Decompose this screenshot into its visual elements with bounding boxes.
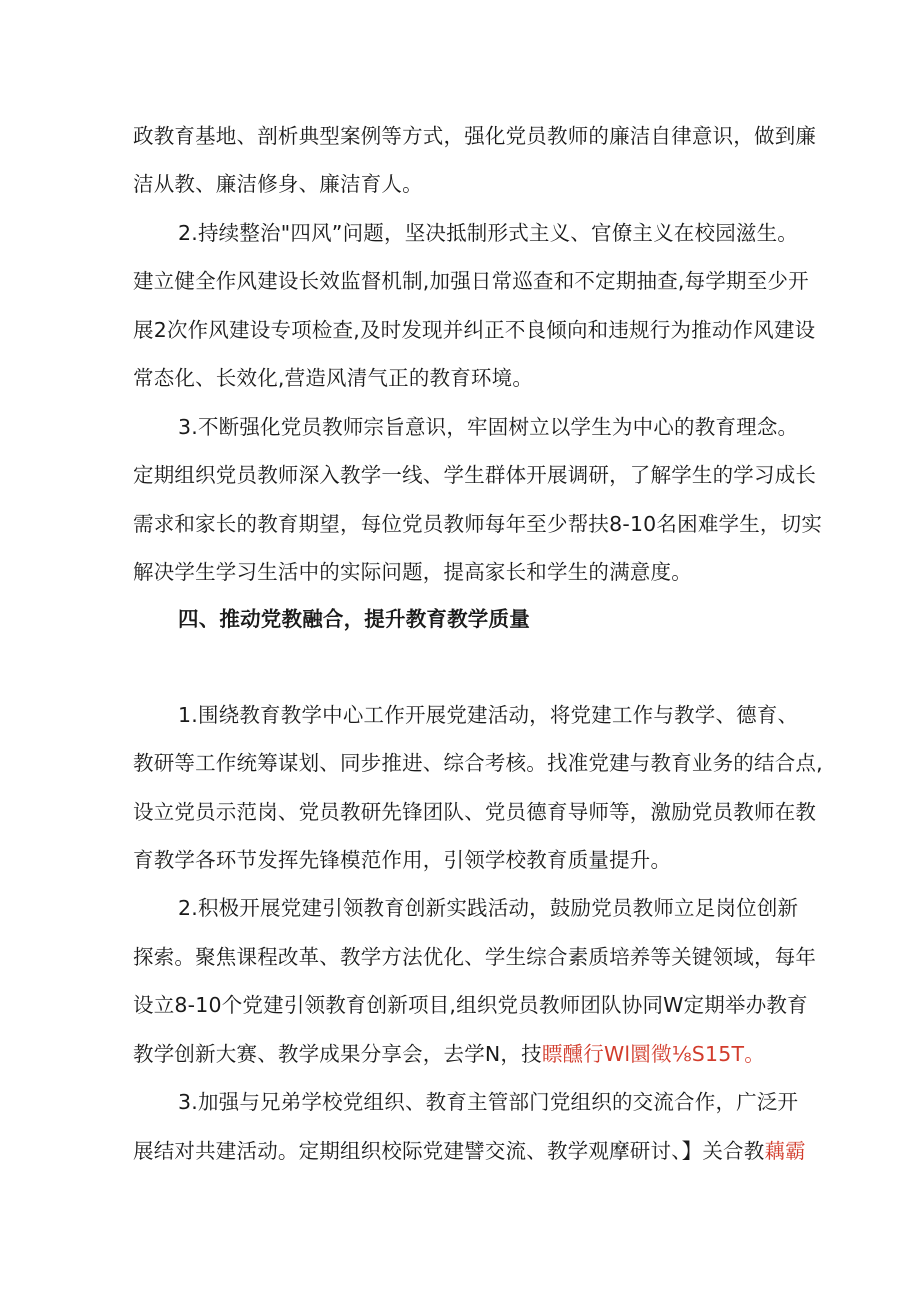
paragraph-line: 政教育基地、剖析典型案例等方式，强化党员教师的廉洁自律意识，做到廉	[133, 124, 817, 148]
red-garbled-text: 藕霸	[764, 1139, 806, 1163]
section-heading: 四、推动党教融合，提升教育教学质量	[178, 607, 530, 631]
red-garbled-text: 瞟醺行Wl圜徵⅛S15T。	[541, 1042, 765, 1066]
paragraph-line: 1.围绕教育教学中心工作开展党建活动，将党建工作与教学、德育、	[178, 703, 799, 727]
paragraph-line: 设立党员示范岗、党员教研先锋团队、党员德育导师等，激励党员教师在教	[133, 800, 817, 824]
paragraph-line: 洁从教、廉洁修身、廉洁育人。	[133, 172, 423, 196]
paragraph-line: 需求和家长的教育期望，每位党员教师每年至少帮扶8-10名困难学生，切实	[133, 512, 823, 536]
paragraph-line: 解决学生学习生活中的实际问题，提高家长和学生的满意度。	[133, 560, 692, 584]
paragraph-line: 2.持续整治"四风”问题，坚决抵制形式主义、官僚主义在校园滋生。	[178, 221, 799, 245]
paragraph-line: 2.积极开展党建引领教育创新实践活动，鼓励党员教师立足岗位创新	[178, 896, 799, 920]
paragraph-line: 育教学各环节发挥先锋模范作用，引领学校教育质量提升。	[133, 848, 672, 872]
paragraph-line: 常态化、长效化,营造风清气正的教育环境。	[133, 366, 534, 390]
paragraph-line: 3.加强与兄弟学校党组织、教育主管部门党组织的交流合作，广泛开	[178, 1090, 799, 1114]
paragraph-line	[133, 1136, 806, 1166]
paragraph-line: 3.不断强化党员教师宗旨意识，牢固树立以学生为中心的教育理念。	[178, 415, 799, 439]
paragraph-line: 定期组织党员教师深入教学一线、学生群体开展调研，了解学生的学习成长	[133, 463, 817, 487]
paragraph-line	[133, 1039, 793, 1069]
paragraph-text: 展结对共建活动。定期组织校际党建譬交流、教学观摩研讨、】关合教	[133, 1139, 765, 1163]
paragraph-line: 展2次作风建设专项检查,及时发现并纠正不良倾向和违规行为推动作风建设	[133, 318, 816, 342]
paragraph-line: 教研等工作统筹谋划、同步推进、综合考核。找准党建与教育业务的结合点,	[133, 751, 823, 775]
paragraph-line: 探索。聚焦课程改革、教学方法优化、学生综合素质培养等关键领域，每年	[133, 945, 817, 969]
paragraph-line: 建立健全作风建设长效监督机制,加强日常巡查和不定期抽查,每学期至少开	[133, 269, 809, 293]
paragraph-text: 教学创新大赛、教学成果分享会，去学N，技	[133, 1042, 542, 1066]
paragraph-line: 设立8-10个党建引领教育创新项目,组织党员教师团队协同W定期举办教育	[133, 993, 808, 1017]
